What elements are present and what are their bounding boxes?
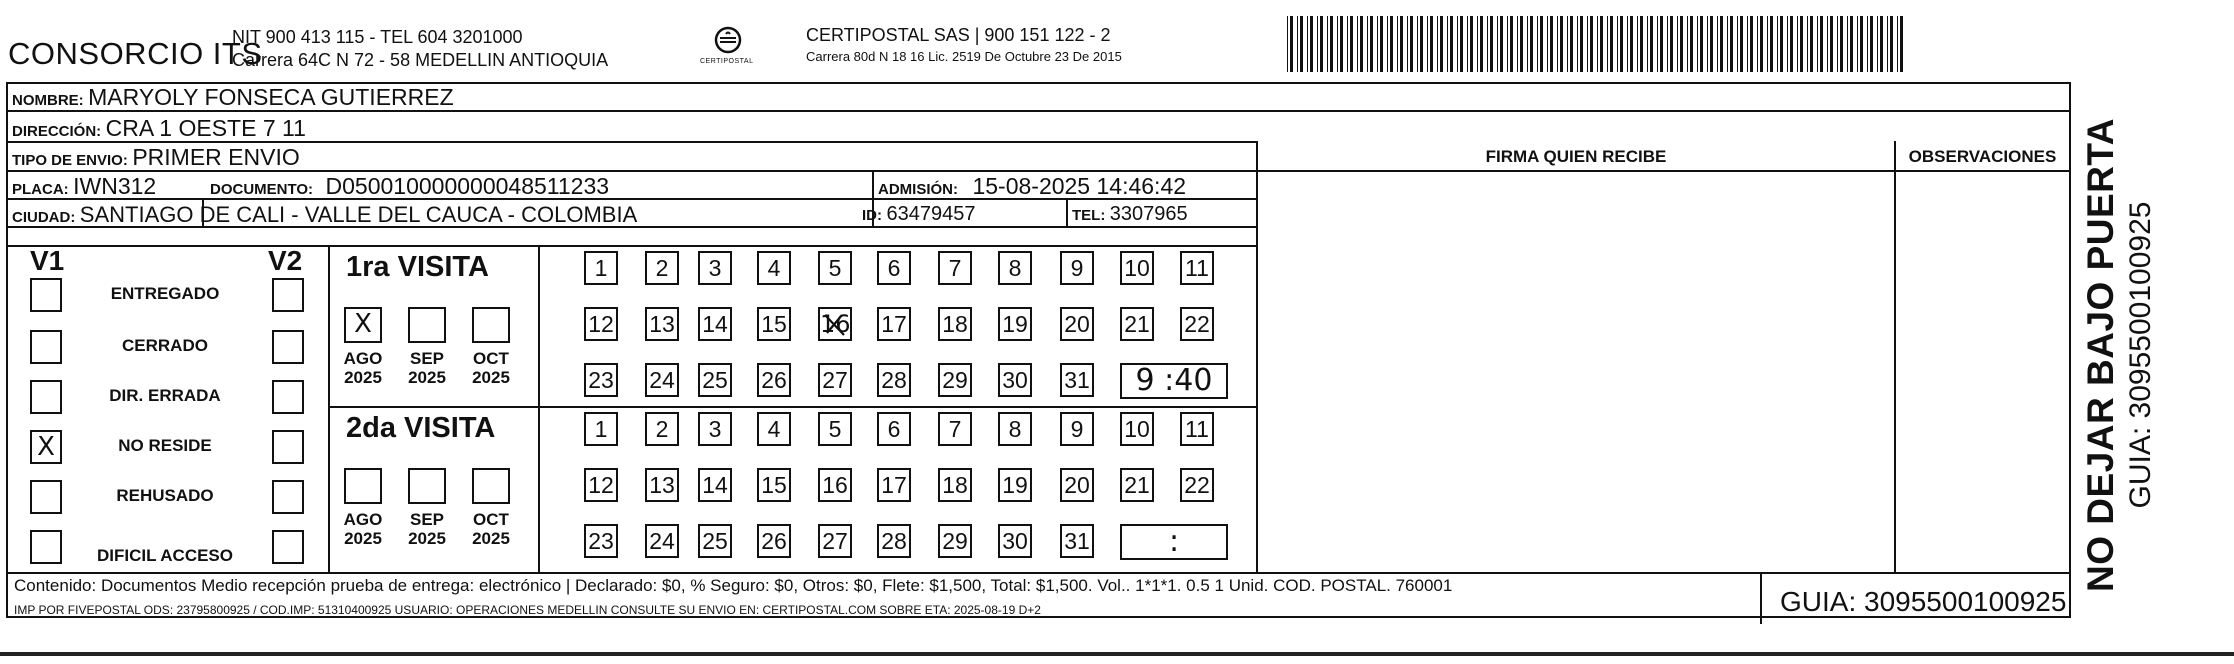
admision-value: 15-08-2025 14:46:42 bbox=[972, 173, 1187, 199]
tel-value: 3307965 bbox=[1109, 203, 1188, 225]
company-nit: NIT 900 413 115 - TEL 604 3201000 bbox=[232, 27, 523, 47]
status-label: DIR. ERRADA bbox=[109, 386, 221, 405]
day-box[interactable]: 21 bbox=[1120, 468, 1154, 502]
col-divider bbox=[538, 245, 540, 572]
month-label bbox=[336, 510, 390, 548]
placa-label: PLACA: bbox=[12, 181, 69, 198]
side-warning: NO DEJAR BAJO PUERTA bbox=[2080, 118, 2121, 592]
day-box[interactable]: 1 bbox=[584, 251, 618, 285]
month-checkbox[interactable]: X bbox=[344, 307, 382, 343]
month-checkbox[interactable] bbox=[472, 468, 510, 504]
status-label: DIFICIL ACCESO bbox=[96, 546, 233, 565]
tipo-label: TIPO DE ENVIO: bbox=[12, 152, 128, 169]
logo-text: CERTIPOSTAL bbox=[700, 58, 754, 65]
time-box[interactable]: : bbox=[1120, 524, 1228, 560]
barcode bbox=[1287, 16, 1911, 72]
field-admision bbox=[878, 173, 1186, 200]
observaciones-header: OBSERVACIONES bbox=[1908, 147, 2057, 166]
field-direccion bbox=[12, 115, 306, 142]
day-box[interactable]: 3 bbox=[698, 251, 732, 285]
row-divider bbox=[6, 245, 1256, 247]
month-name: AGO bbox=[343, 510, 383, 529]
month-checkbox[interactable] bbox=[408, 468, 446, 504]
day-box[interactable]: 17 bbox=[877, 468, 911, 502]
day-box[interactable]: 10 bbox=[1120, 412, 1154, 446]
day-box[interactable]: 12 bbox=[584, 307, 618, 341]
admision-label: ADMISIÓN: bbox=[878, 181, 958, 198]
nombre-label: NOMBRE: bbox=[12, 92, 84, 109]
month-checkbox[interactable] bbox=[408, 307, 446, 343]
day-box[interactable]: 31 bbox=[1060, 524, 1094, 558]
day-box[interactable]: 28 bbox=[877, 524, 911, 558]
day-box[interactable]: 29 bbox=[938, 363, 972, 397]
visit-title: 1ra VISITA bbox=[346, 251, 489, 283]
month-name: SEP bbox=[409, 349, 445, 368]
status-label: CERRADO bbox=[122, 336, 208, 355]
field-placa bbox=[12, 173, 156, 200]
day-box[interactable]: 22 bbox=[1180, 307, 1214, 341]
month-label bbox=[336, 349, 390, 387]
day-box[interactable]: 27 bbox=[818, 524, 852, 558]
certipostal-info bbox=[806, 24, 1122, 68]
day-box[interactable]: 6 bbox=[877, 251, 911, 285]
day-box[interactable]: 16 bbox=[818, 307, 852, 341]
col-divider bbox=[2069, 82, 2071, 572]
v1-header: V1 bbox=[30, 245, 65, 276]
field-documento bbox=[210, 173, 609, 200]
day-box[interactable]: 30 bbox=[998, 524, 1032, 558]
month-year: 2025 bbox=[472, 368, 510, 387]
day-box[interactable]: 24 bbox=[645, 363, 679, 397]
day-box[interactable]: 3 bbox=[698, 412, 732, 446]
day-box[interactable]: 4 bbox=[757, 412, 791, 446]
direccion-value: CRA 1 OESTE 7 11 bbox=[105, 115, 306, 141]
id-label: ID: bbox=[862, 207, 882, 224]
month-label bbox=[400, 510, 454, 548]
col-divider bbox=[1066, 198, 1068, 226]
status-v2-checkbox[interactable] bbox=[272, 430, 304, 464]
id-value: 63479457 bbox=[886, 203, 976, 225]
time-box[interactable]: 9 :40 bbox=[1120, 363, 1228, 399]
day-box[interactable]: 20 bbox=[1060, 307, 1094, 341]
day-box[interactable]: 11 bbox=[1180, 251, 1214, 285]
day-box[interactable]: 5 bbox=[818, 412, 852, 446]
status-label: REHUSADO bbox=[116, 486, 214, 505]
month-name: SEP bbox=[409, 510, 445, 529]
placa-value: IWN312 bbox=[73, 173, 157, 199]
day-mark-icon bbox=[822, 311, 850, 339]
day-box[interactable]: 13 bbox=[645, 468, 679, 502]
day-box[interactable]: 2 bbox=[645, 251, 679, 285]
day-box[interactable]: 23 bbox=[584, 524, 618, 558]
tipo-value: PRIMER ENVIO bbox=[132, 144, 300, 170]
field-ciudad bbox=[12, 202, 637, 228]
field-tipo bbox=[12, 144, 300, 171]
side-guia-wrap bbox=[2121, 100, 2161, 610]
v2-header: V2 bbox=[268, 245, 303, 276]
field-tel bbox=[1072, 203, 1188, 226]
month-label bbox=[400, 349, 454, 387]
day-box[interactable]: 26 bbox=[757, 363, 791, 397]
month-label bbox=[464, 510, 518, 548]
status-v2-checkbox[interactable] bbox=[272, 380, 304, 414]
status-label: NO RESIDE bbox=[118, 436, 212, 455]
observations-area[interactable] bbox=[1896, 172, 2069, 572]
day-box[interactable]: 7 bbox=[938, 251, 972, 285]
day-box[interactable]: 30 bbox=[998, 363, 1032, 397]
day-box[interactable]: 27 bbox=[818, 363, 852, 397]
month-name: OCT bbox=[473, 510, 509, 529]
day-box[interactable]: 26 bbox=[757, 524, 791, 558]
ciudad-label: CIUDAD: bbox=[12, 209, 76, 226]
day-box[interactable]: 18 bbox=[938, 307, 972, 341]
day-box[interactable]: 17 bbox=[877, 307, 911, 341]
status-v2-checkbox[interactable] bbox=[272, 330, 304, 364]
visit-title: 2da VISITA bbox=[346, 412, 496, 444]
side-guia: GUIA: 3095500100925 bbox=[2124, 201, 2157, 509]
month-name: OCT bbox=[473, 349, 509, 368]
day-box[interactable]: 9 bbox=[1060, 412, 1094, 446]
day-box[interactable]: 9 bbox=[1060, 251, 1094, 285]
field-nombre bbox=[12, 84, 454, 111]
status-v2-checkbox[interactable] bbox=[272, 278, 304, 312]
day-box[interactable]: 22 bbox=[1180, 468, 1214, 502]
day-box[interactable]: 12 bbox=[584, 468, 618, 502]
month-year: 2025 bbox=[408, 529, 446, 548]
tel-label: TEL: bbox=[1072, 207, 1106, 224]
day-box[interactable]: 19 bbox=[998, 307, 1032, 341]
status-v2-checkbox[interactable] bbox=[272, 480, 304, 514]
day-box[interactable]: 16 bbox=[818, 468, 852, 502]
direccion-label: DIRECCIÓN: bbox=[12, 123, 102, 140]
month-year: 2025 bbox=[408, 368, 446, 387]
footer-content: Contenido: Documentos Medio recepción prueba de entrega: electrónico | Declarado: $0, % Seguro: $0, Otros: $0, Flete: $1,500, Total: $1,500. Vol.. 1*1*1. 0.5 1 Unid. COD. POSTAL. 760001 bbox=[14, 576, 1453, 595]
footer-print-info: IMP POR FIVEPOSTAL ODS: 23795800925 / COD.IMP: 51310400925 USUARIO: OPERACIONES MEDELLIN CONSULTE SU ENVIO EN: CERTIPOSTAL.COM SOBRE ETA: 2025-08-19 D+2 bbox=[14, 603, 1041, 617]
day-box[interactable]: 19 bbox=[998, 468, 1032, 502]
month-name: AGO bbox=[343, 349, 383, 368]
month-checkbox[interactable] bbox=[344, 468, 382, 504]
day-box[interactable]: 8 bbox=[998, 412, 1032, 446]
status-v1-checkbox[interactable]: X bbox=[30, 430, 62, 464]
day-box[interactable]: 1 bbox=[584, 412, 618, 446]
month-year: 2025 bbox=[344, 368, 382, 387]
day-box[interactable]: 25 bbox=[698, 524, 732, 558]
firma-header: FIRMA QUIEN RECIBE bbox=[1485, 147, 1667, 166]
month-label bbox=[464, 349, 518, 387]
day-box[interactable]: 28 bbox=[877, 363, 911, 397]
month-year: 2025 bbox=[344, 529, 382, 548]
month-year: 2025 bbox=[472, 529, 510, 548]
certipostal-nit: CERTIPOSTAL SAS | 900 151 122 - 2 bbox=[806, 25, 1111, 45]
documento-label: DOCUMENTO: bbox=[210, 181, 314, 198]
side-warning-wrap bbox=[2081, 100, 2121, 610]
company-info bbox=[232, 26, 608, 72]
col-divider bbox=[328, 245, 330, 572]
day-box[interactable]: 24 bbox=[645, 524, 679, 558]
day-box[interactable]: 25 bbox=[698, 363, 732, 397]
day-box[interactable]: 14 bbox=[698, 468, 732, 502]
day-box[interactable]: 2 bbox=[645, 412, 679, 446]
day-box[interactable]: 14 bbox=[698, 307, 732, 341]
day-box[interactable]: 4 bbox=[757, 251, 791, 285]
nombre-value: MARYOLY FONSECA GUTIERREZ bbox=[88, 84, 454, 110]
field-id bbox=[862, 203, 975, 226]
day-box[interactable]: 23 bbox=[584, 363, 618, 397]
status-v1-checkbox[interactable] bbox=[30, 380, 62, 414]
day-box[interactable]: 7 bbox=[938, 412, 972, 446]
status-label: ENTREGADO bbox=[110, 284, 220, 303]
day-box[interactable]: 11 bbox=[1180, 412, 1214, 446]
day-box[interactable]: 18 bbox=[938, 468, 972, 502]
day-box[interactable]: 6 bbox=[877, 412, 911, 446]
day-box[interactable]: 13 bbox=[645, 307, 679, 341]
signature-area[interactable] bbox=[1258, 172, 1894, 572]
month-checkbox[interactable] bbox=[472, 307, 510, 343]
footer-guia: GUIA: 3095500100925 bbox=[1780, 586, 2067, 617]
cut-line bbox=[0, 652, 2234, 656]
day-box[interactable]: 5 bbox=[818, 251, 852, 285]
company-address: Carrera 64C N 72 - 58 MEDELLIN ANTIOQUIA bbox=[232, 50, 609, 70]
status-v1-checkbox[interactable] bbox=[30, 530, 62, 564]
status-v1-checkbox[interactable] bbox=[30, 278, 62, 312]
status-v1-checkbox[interactable] bbox=[30, 480, 62, 514]
day-box[interactable]: 15 bbox=[757, 468, 791, 502]
day-box[interactable]: 31 bbox=[1060, 363, 1094, 397]
certipostal-address: Carrera 80d N 18 16 Lic. 2519 De Octubre 23 De 2015 bbox=[806, 49, 1122, 64]
day-box[interactable]: 8 bbox=[998, 251, 1032, 285]
day-box[interactable]: 15 bbox=[757, 307, 791, 341]
day-box[interactable]: 10 bbox=[1120, 251, 1154, 285]
day-box[interactable]: 20 bbox=[1060, 468, 1094, 502]
status-v2-checkbox[interactable] bbox=[272, 530, 304, 564]
ciudad-value: SANTIAGO DE CALI - VALLE DEL CAUCA - COLOMBIA bbox=[79, 202, 638, 227]
day-box[interactable]: 21 bbox=[1120, 307, 1154, 341]
day-box[interactable]: 29 bbox=[938, 524, 972, 558]
company-name: CONSORCIO ITS bbox=[8, 36, 263, 71]
visit-divider bbox=[328, 406, 1256, 408]
documento-value: D050010000000048511233 bbox=[325, 173, 610, 199]
status-v1-checkbox[interactable] bbox=[30, 330, 62, 364]
